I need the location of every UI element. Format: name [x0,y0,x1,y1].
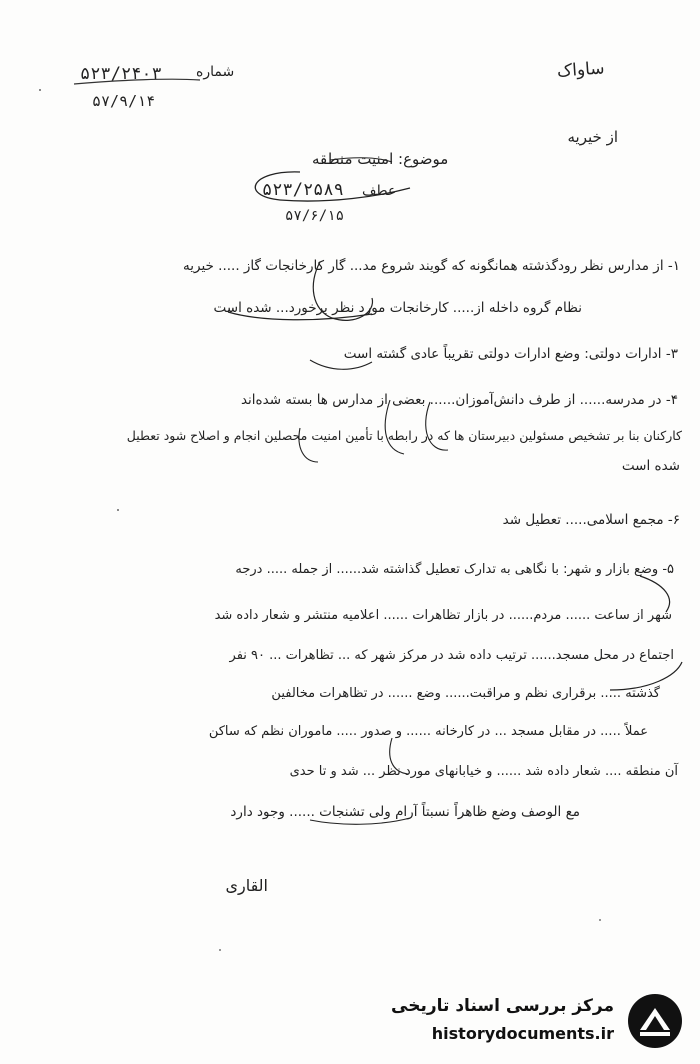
item1-line2: نظام گروه داخله از..... کارخانجات مورد نظر برخورد... شده است [213,300,582,316]
item5-line4: گذشته ..... برقراری نظم و مراقبت...... وضع ...... در تظاهرات مخالفین [271,686,660,701]
number-label: شماره [196,64,235,80]
subject-label: موضوع: امنیت منطقه [312,150,449,168]
number-value: ۵۲۳/۲۴۰۳ [80,64,162,84]
watermark-title: مرکز بررسی اسناد تاریخی [391,996,614,1016]
item1-line1: ۱- از مدارس نظر رودگذشته همانگونه که گویند شروع مد... گار کارخانجات گاز ..... خیریه [183,258,680,274]
item3-line2: کارکنان بنا بر تشخیص مسئولین دبیرستان ها که در رابطه با تأمین امنیت محصلین انجام و اصلاح شود تعطیل [126,428,682,443]
reference-number: ۵۲۳/۲۵۸۹ [262,180,344,200]
item5-line2: شهر از ساعت ...... مردم...... در بازار تظاهرات ...... اعلامیه منتشر و شعار داده شد [214,608,672,623]
item3-line1: ۴- در مدرسه...... از طرف دانش‌آموزان...... بعضی از مدارس ها بسته شده‌اند [240,392,678,408]
item4: ۶- مجمع اسلامی..... تعطیل شد [502,512,680,528]
item5-line3: اجتماع در محل مسجد...... ترتیب داده شد در مرکز شهر که ... تظاهرات ... ۹۰ نفر [229,648,674,663]
item3-line3: شده است [621,458,680,474]
header-origin: ساواک [556,58,606,82]
item5-line1: ۵- وضع بازار و شهر: با نگاهی به تدارک تعطیل گذاشته شد...... از جمله ..... درجه [235,562,674,577]
item5-line7: مع الوصف وضع ظاهراً نسبتاً آرام ولی تشنجات ...... وجود دارد [230,804,580,820]
item5-line6: آن منطقه .... شعار داده شد ...... و خیابانهای مورد نظر ... شد و تا حدی [289,764,678,779]
watermark-url: historydocuments.ir [431,1024,614,1043]
reference-label: عطف [362,183,397,199]
reference-date: ۵۷/۶/۱۵ [285,208,345,224]
watermark [390,986,690,1056]
item2: ۳- ادارات دولتی: وضع ادارات دولتی تقریباً عادی گشته است [343,346,678,362]
signature: القاری [225,876,268,895]
archive-logo-icon [626,992,684,1050]
header-origin-line2: از خیریه [567,128,618,146]
item5-line5: عملاً ..... در مقابل مسجد ... در کارخانه ...... و صدور ..... ماموران نظم که ساکن [208,724,648,739]
date-value: ۵۷/۹/۱۴ [92,92,156,110]
